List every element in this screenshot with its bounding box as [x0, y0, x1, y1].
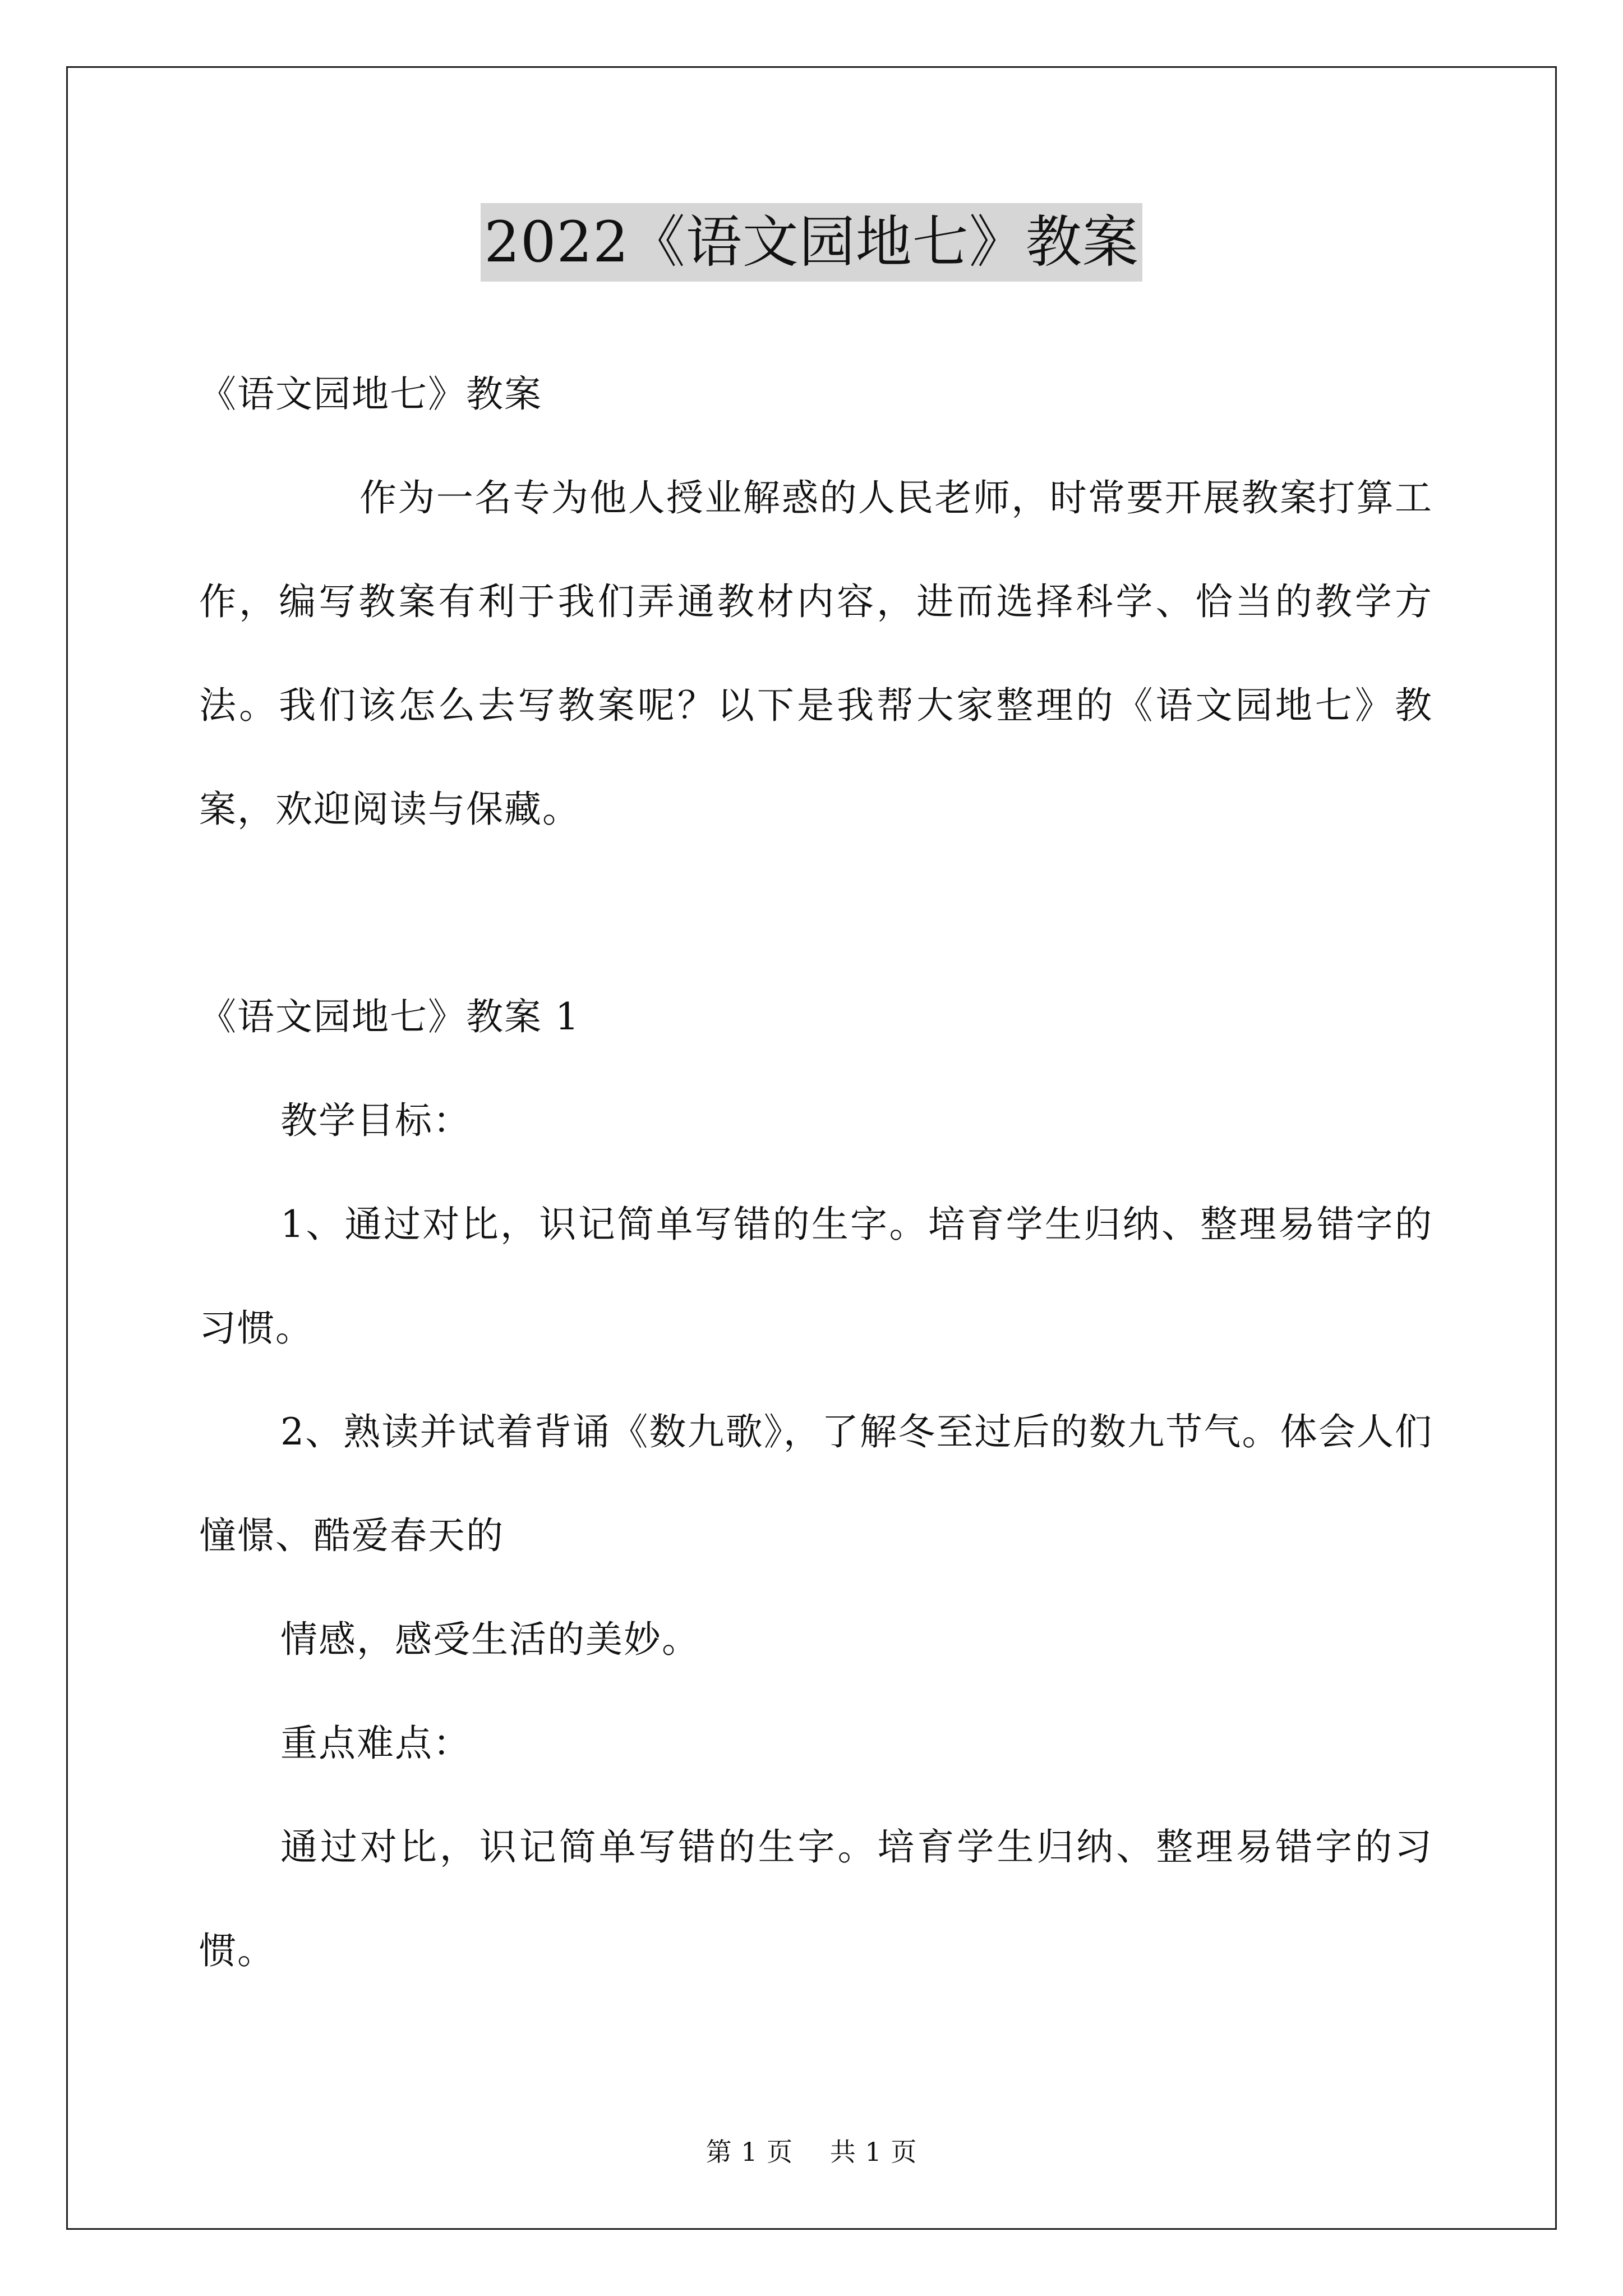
key-points-label: 重点难点： — [280, 1722, 471, 1765]
subtitle: 《语文园地七》教案 — [199, 372, 542, 416]
page-number-total: 共 1 页 — [829, 2137, 917, 2167]
document-title: 2022《语文园地七》教案 — [481, 203, 1142, 282]
section-spacer — [199, 861, 1433, 965]
goal-item-2: 2、熟读并试着背诵《数九歌》，了解冬至过后的数九节气。体会人们憧憬、酷爱春天的 — [199, 1410, 1433, 1557]
goal-item-1: 1、通过对比，识记简单写错的生字。培育学生归纳、整理易错字的习惯。 — [199, 1203, 1433, 1350]
section-heading: 《语文园地七》教案 1 — [199, 995, 580, 1038]
title-container — [0, 203, 1623, 282]
document-body — [199, 342, 1433, 2003]
key-points-text: 通过对比，识记简单写错的生字。培育学生归纳、整理易错字的习惯。 — [199, 1825, 1433, 1972]
goal-item-2-continued: 情感，感受生活的美妙。 — [280, 1618, 700, 1661]
intro-paragraph: 作为一名专为他人授业解惑的人民老师，时常要开展教案打算工作，编写教案有利于我们弄通教材内容，进而选择科学、恰当的教学方法。我们该怎么去写教案呢？以下是我帮大家整理的《语文园地七》教案，欢迎阅读与保藏。 — [199, 476, 1433, 831]
page-number-current: 第 1 页 — [706, 2137, 794, 2167]
page-footer — [0, 2132, 1623, 2169]
goals-label: 教学目标： — [280, 1099, 471, 1142]
